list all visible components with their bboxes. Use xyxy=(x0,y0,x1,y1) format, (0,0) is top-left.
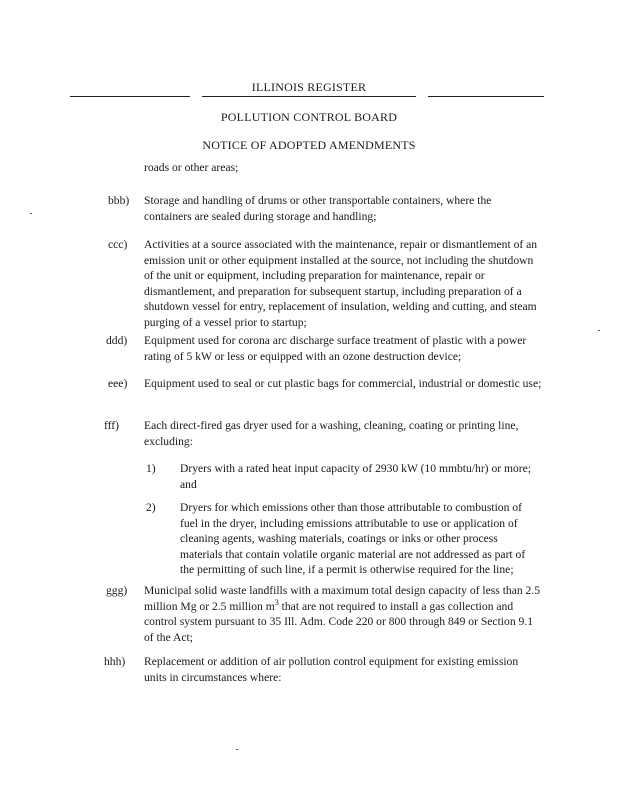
item-text-ggg xyxy=(144,583,542,645)
item-text-bbb: Storage and handling of drums or other transportable containers, where the containers are sealed during storage and handling; xyxy=(144,194,492,223)
subitem-text-1: Dryers with a rated heat input capacity of 2930 kW (10 mmbtu/hr) or more; and xyxy=(180,462,532,491)
notice-title: NOTICE OF ADOPTED AMENDMENTS xyxy=(202,138,416,152)
item-label-bbb: bbb) xyxy=(108,194,130,207)
item-text-hhh: Replacement or addition of air pollution control equipment for existing emission units in circumstances where: xyxy=(144,655,519,684)
scan-speck xyxy=(236,749,238,750)
item-label-ccc: ccc) xyxy=(108,238,128,251)
header-rule-left xyxy=(70,96,190,97)
scan-speck xyxy=(30,213,32,214)
scan-speck xyxy=(598,330,600,331)
item-text-ddd: Equipment used for corona arc discharge surface treatment of plastic with a power rating of 5 kW or less or equipped with an ozone destruction device; xyxy=(144,334,527,363)
item-label-fff: fff) xyxy=(104,419,120,432)
item-text-ccc: Activities at a source associated with the maintenance, repair or dismantlement of an emission unit or other equipment installed at the source, not including the shutdown of the unit or equipment, including preparation for maintenance, repair or dismantlement, and preparation for subsequent startup, including preparation of a shutdown vessel for entry, replacement of insulation, welding and cutting, and steam purging of a vessel prior to startup; xyxy=(144,238,538,329)
item-text-eee: Equipment used to seal or cut plastic bags for commercial, industrial or domestic use; xyxy=(144,377,542,390)
item-label-hhh: hhh) xyxy=(104,655,126,668)
item-text-ggg-part1: Municipal solid waste landfills with a maximum total design capacity of less than 2.5 million Mg or 2.5 million m xyxy=(144,584,541,613)
item-text-ggg-superscript: 3 xyxy=(274,597,279,607)
agency-title: POLLUTION CONTROL BOARD xyxy=(220,110,398,124)
item-text-ggg-part2: that are not required to install a gas collection and control system pursuant to 35 Ill. Adm. Code 220 or 800 through 849 or Section 9.1 of the Act; xyxy=(144,599,534,644)
header-rule-middle xyxy=(202,96,416,97)
continuation-text: roads or other areas; xyxy=(144,161,239,174)
subitem-label-1: 1) xyxy=(146,462,156,475)
item-text-fff: Each direct-fired gas dryer used for a washing, cleaning, coating or printing line, excluding: xyxy=(144,419,519,448)
register-title: ILLINOIS REGISTER xyxy=(251,80,367,94)
header-rule-right xyxy=(428,96,544,97)
item-label-ddd: ddd) xyxy=(106,334,128,347)
subitem-label-2: 2) xyxy=(146,501,156,514)
subitem-text-2: Dryers for which emissions other than those attributable to combustion of fuel in the dryer, including emissions attributable to use or application of cleaning agents, washing materials, coatings or inks or other process materials that contain volatile organic material are not addressed as part of the permitting of such line, if a permit is otherwise required for the line; xyxy=(180,501,526,577)
item-label-eee: eee) xyxy=(108,377,128,390)
item-label-ggg: ggg) xyxy=(106,584,128,597)
